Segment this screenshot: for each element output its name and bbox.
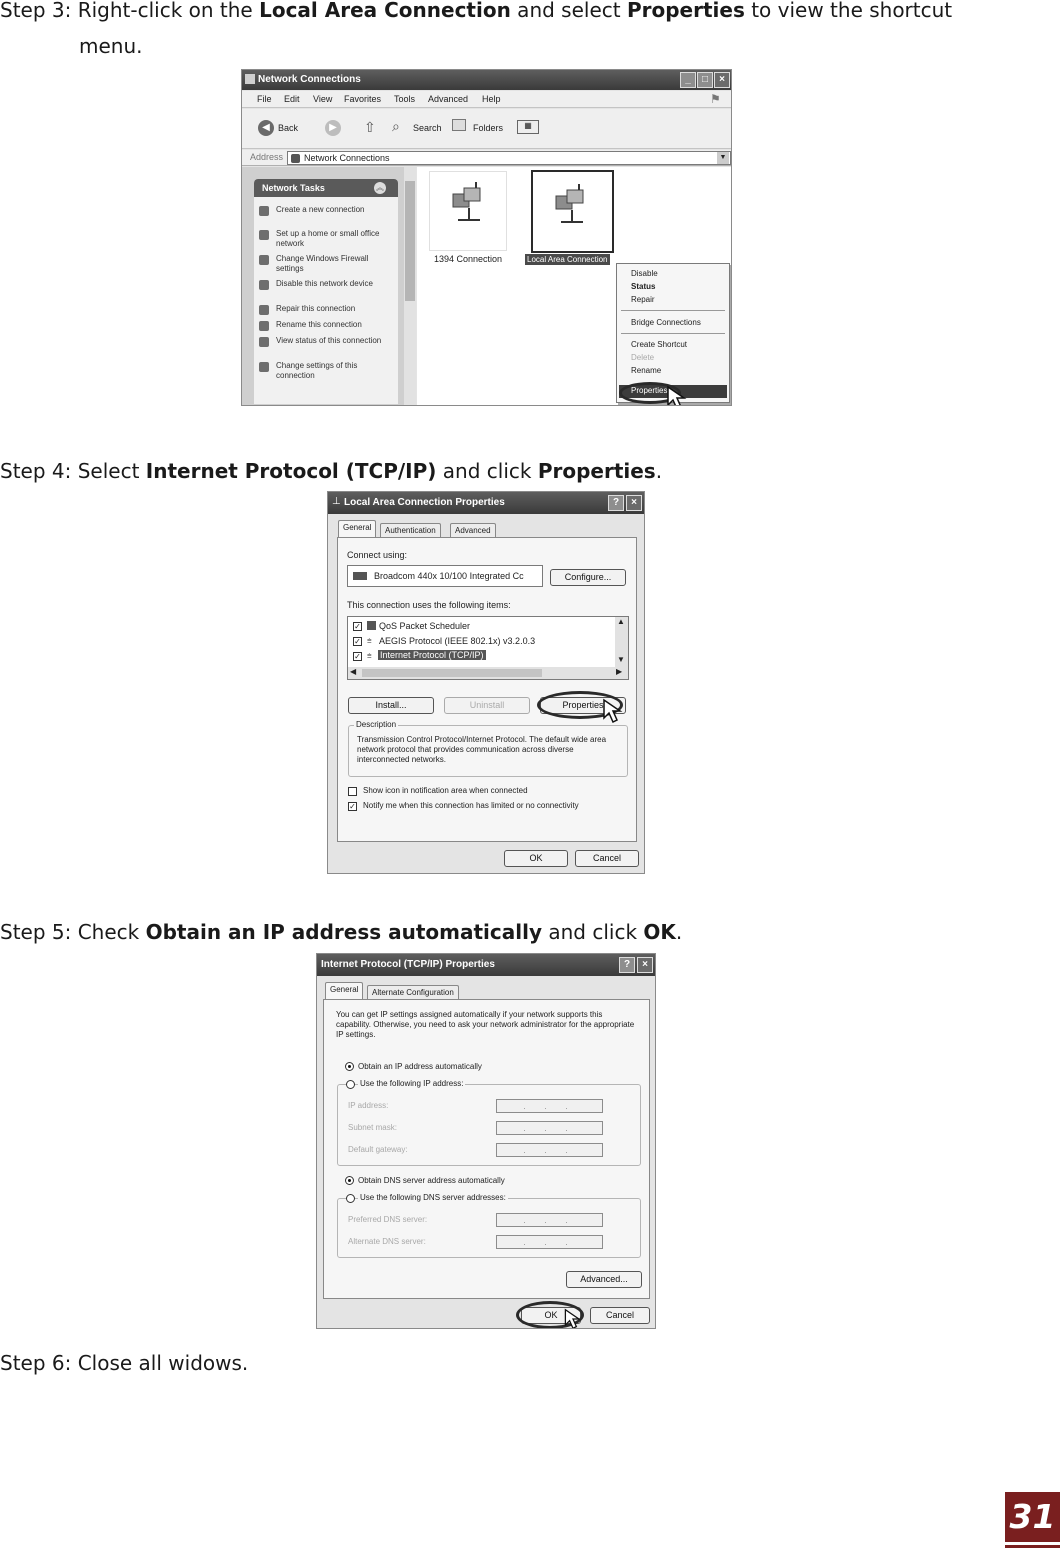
default-gateway-label: Default gateway: — [348, 1145, 408, 1154]
cancel-button[interactable]: Cancel — [575, 850, 639, 867]
network-connection-icon — [553, 184, 591, 226]
use-ip-label: Use the following IP address: — [360, 1079, 464, 1088]
protocol-icon: ⩧ — [367, 636, 372, 645]
connection-1394[interactable] — [429, 171, 507, 264]
menu-item-rename[interactable]: Rename — [631, 366, 662, 375]
general-panel — [337, 537, 637, 842]
items-label: This connection uses the following items: — [347, 600, 511, 610]
minimize-icon[interactable]: _ — [680, 72, 696, 88]
items-list[interactable] — [347, 616, 629, 680]
network-connection-icon — [450, 182, 488, 224]
address-bar — [242, 150, 732, 166]
step-3-bold-connection: Local Area Connection — [259, 0, 511, 22]
ok-button[interactable]: OK — [504, 850, 568, 867]
task-pane — [242, 167, 410, 406]
home-network-icon — [259, 230, 269, 240]
collapse-icon[interactable]: ︽ — [376, 183, 384, 192]
chevron-up-icon[interactable]: ▲ — [617, 617, 625, 626]
use-dns-label: Use the following DNS server addresses: — [360, 1193, 506, 1202]
menu-item-bridge[interactable]: Bridge Connections — [631, 318, 701, 327]
menu-bar — [242, 91, 732, 108]
list-hscrollbar[interactable] — [348, 667, 628, 679]
dialog-title: Internet Protocol (TCP/IP) Properties — [317, 954, 655, 976]
tab-general[interactable]: General — [338, 520, 376, 537]
show-icon-checkbox[interactable] — [348, 787, 357, 796]
step-6-text: Step 6: Close all widows. — [0, 1351, 249, 1375]
menu-advanced[interactable]: Advanced — [428, 94, 469, 104]
step-3-suffix: to view the shortcut — [744, 0, 953, 22]
step-3-prefix: Step 3: Right-click on the — [0, 0, 260, 22]
install-button[interactable]: Install... — [348, 697, 434, 714]
menu-file[interactable]: File — [257, 94, 272, 104]
menu-item-repair[interactable]: Repair — [631, 295, 655, 304]
step-3-text — [0, 0, 952, 28]
chevron-right-icon[interactable]: ▶ — [616, 667, 623, 676]
task-create-connection[interactable]: Create a new connection — [276, 205, 386, 215]
help-icon[interactable]: ? — [619, 957, 635, 973]
step-5-text: Step 5: Check Obtain an IP address automatically and click OK. — [0, 920, 683, 944]
configure-button[interactable]: Configure... — [550, 569, 626, 586]
close-icon[interactable]: × — [714, 72, 730, 88]
chevron-down-icon[interactable]: ▼ — [717, 152, 729, 164]
task-rename[interactable]: Rename this connection — [276, 320, 386, 330]
obtain-ip-label: Obtain an IP address automatically — [358, 1062, 482, 1071]
address-label: Address — [250, 152, 284, 162]
obtain-dns-radio[interactable] — [345, 1176, 354, 1185]
forward-arrow-icon[interactable]: ▶ — [325, 120, 341, 136]
step-5-bold-ok: OK — [643, 920, 676, 944]
menu-tools[interactable]: Tools — [394, 94, 416, 104]
item-checkbox[interactable]: ✓ — [354, 652, 361, 661]
use-dns-radio[interactable] — [346, 1194, 355, 1203]
network-tasks-header: Network Tasks — [254, 179, 398, 197]
description-label: Description — [356, 720, 397, 729]
adapter-name: Broadcom 440x 10/100 Integrated Cc — [374, 571, 524, 581]
description-group — [348, 720, 628, 777]
menu-edit[interactable]: Edit — [284, 94, 300, 104]
connection-1394-label: 1394 Connection — [434, 254, 503, 264]
lac-properties-dialog — [327, 491, 645, 874]
static-ip-group — [337, 1079, 641, 1166]
uninstall-button: Uninstall — [444, 697, 530, 714]
description-text: Transmission Control Protocol/Internet Protocol. The default wide area network protocol that provides communication across diverse interconnected networks. — [357, 735, 607, 764]
firewall-icon — [259, 255, 269, 265]
alternate-dns-field: . . . — [496, 1235, 603, 1249]
item-qos[interactable]: QoS Packet Scheduler — [379, 621, 471, 631]
local-area-connection[interactable] — [531, 170, 614, 253]
network-connections-window — [241, 69, 732, 406]
status-icon — [259, 337, 269, 347]
dialog-title: Local Area Connection Properties — [328, 492, 644, 514]
task-pane-scrollbar[interactable] — [404, 167, 416, 406]
notify-label: Notify me when this connection has limited or no connectivity — [363, 801, 579, 810]
address-value: Network Connections — [304, 153, 390, 163]
help-icon[interactable]: ? — [608, 495, 624, 511]
ip-address-field: . . . — [496, 1099, 603, 1113]
menu-item-delete: Delete — [631, 353, 655, 362]
task-change-settings[interactable]: Change settings of this connection — [276, 361, 386, 381]
rename-icon — [259, 321, 269, 331]
adapter-field — [347, 565, 543, 587]
alternate-dns-label: Alternate DNS server: — [348, 1237, 426, 1246]
settings-icon — [259, 362, 269, 372]
menu-item-properties-label: Properties — [631, 386, 668, 395]
network-folder-icon — [291, 154, 300, 163]
menu-help[interactable]: Help — [482, 94, 501, 104]
menu-view[interactable]: View — [313, 94, 333, 104]
subnet-mask-label: Subnet mask: — [348, 1123, 397, 1132]
network-tasks-box — [254, 179, 398, 404]
task-repair[interactable]: Repair this connection — [276, 304, 386, 314]
close-icon[interactable]: × — [637, 957, 653, 973]
task-home-network[interactable]: Set up a home or small office network — [276, 229, 386, 249]
show-icon-label: Show icon in notification area when connected — [363, 786, 528, 795]
step-3-line-2: menu. — [79, 34, 143, 58]
close-icon[interactable]: × — [626, 495, 642, 511]
back-button[interactable]: Back — [278, 123, 299, 133]
windows-logo-icon: ⚑ — [710, 92, 721, 106]
toolbar — [242, 109, 732, 149]
page-number: 31 — [1005, 1492, 1060, 1542]
menu-separator — [621, 333, 725, 334]
step-3-mid: and select — [510, 0, 627, 22]
intro-text: You can get IP settings assigned automatically if your network supports this capability. Otherwise, you need to ask your network administrator for the appropriate IP settings. — [336, 1010, 635, 1039]
chevron-down-icon[interactable]: ▼ — [617, 655, 625, 664]
default-gateway-field: . . . — [496, 1143, 603, 1157]
context-menu — [616, 263, 730, 403]
item-aegis[interactable]: AEGIS Protocol (IEEE 802.1x) v3.2.0.3 — [379, 636, 536, 646]
disable-device-icon — [259, 280, 269, 290]
item-tcpip[interactable]: Internet Protocol (TCP/IP) — [380, 650, 484, 660]
obtain-dns-label: Obtain DNS server address automatically — [358, 1176, 505, 1185]
item-checkbox[interactable]: ✓ — [354, 637, 361, 646]
ok-button[interactable]: OK — [521, 1307, 581, 1324]
subnet-mask-field: . . . — [496, 1121, 603, 1135]
tab-advanced[interactable]: Advanced — [450, 523, 496, 538]
menu-separator — [621, 310, 725, 311]
address-input[interactable] — [287, 151, 731, 165]
ip-address-label: IP address: — [348, 1101, 389, 1110]
menu-item-create-shortcut[interactable]: Create Shortcut — [631, 340, 688, 349]
mouse-cursor-icon — [602, 698, 624, 724]
step-5-bold-obtain-ip: Obtain an IP address automatically — [145, 920, 543, 944]
general-panel — [323, 999, 650, 1299]
connect-using-label: Connect using: — [347, 550, 408, 560]
obtain-ip-radio[interactable] — [345, 1062, 354, 1071]
folders-button[interactable]: Folders — [473, 123, 504, 133]
task-disable-device[interactable]: Disable this network device — [276, 279, 386, 289]
list-vscrollbar[interactable] — [615, 617, 628, 667]
window-app-icon — [245, 74, 255, 84]
tab-authentication[interactable]: Authentication — [380, 523, 441, 538]
chevron-left-icon[interactable]: ◀ — [350, 667, 357, 676]
network-adapter-icon — [353, 572, 367, 580]
hscroll-thumb[interactable] — [362, 669, 542, 677]
properties-button[interactable]: Properties — [540, 697, 626, 714]
step-4-bold-properties: Properties — [537, 459, 656, 483]
menu-item-status[interactable]: Status — [631, 282, 656, 291]
notify-checkbox[interactable]: ✓ — [349, 802, 356, 811]
task-view-status[interactable]: View status of this connection — [276, 336, 386, 346]
step-4-bold-protocol: Internet Protocol (TCP/IP) — [145, 459, 437, 483]
window-title: Network Connections — [242, 70, 731, 90]
menu-item-disable[interactable]: Disable — [631, 269, 658, 278]
search-icon[interactable]: ⌕ — [392, 118, 400, 134]
new-connection-icon — [259, 206, 269, 216]
tab-alternate-configuration[interactable]: Alternate Configuration — [367, 985, 459, 1000]
tcpip-properties-dialog — [316, 953, 656, 1329]
views-icon[interactable]: ▦ — [517, 120, 539, 134]
preferred-dns-field: . . . — [496, 1213, 603, 1227]
use-ip-radio[interactable] — [346, 1080, 355, 1089]
step-3-bold-properties: Properties — [626, 0, 745, 22]
page-number-rule — [1005, 1545, 1060, 1548]
scrollbar-thumb[interactable] — [405, 181, 415, 301]
advanced-button[interactable]: Advanced... — [566, 1271, 642, 1288]
repair-icon — [259, 305, 269, 315]
back-arrow-icon[interactable]: ◀ — [258, 120, 274, 136]
up-folder-icon[interactable]: ⇧ — [364, 119, 376, 135]
connection-icon: ⊥ — [332, 496, 341, 507]
folders-icon[interactable] — [452, 119, 466, 131]
search-button[interactable]: Search — [413, 123, 442, 133]
preferred-dns-label: Preferred DNS server: — [348, 1215, 428, 1224]
mouse-cursor-icon — [666, 385, 688, 406]
cancel-button[interactable]: Cancel — [590, 1307, 650, 1324]
mouse-cursor-icon — [562, 1308, 584, 1329]
menu-favorites[interactable]: Favorites — [344, 94, 382, 104]
scheduler-icon — [367, 621, 376, 630]
maximize-icon[interactable]: □ — [697, 72, 713, 88]
local-area-connection-label: Local Area Connection — [527, 255, 608, 264]
protocol-icon: ⩧ — [367, 651, 372, 660]
tab-general[interactable]: General — [325, 982, 363, 999]
item-checkbox[interactable]: ✓ — [354, 622, 361, 631]
step-4-text: Step 4: Select Internet Protocol (TCP/IP) and click Properties. — [0, 459, 663, 483]
task-firewall[interactable]: Change Windows Firewall settings — [276, 254, 386, 274]
static-dns-group — [337, 1193, 641, 1258]
